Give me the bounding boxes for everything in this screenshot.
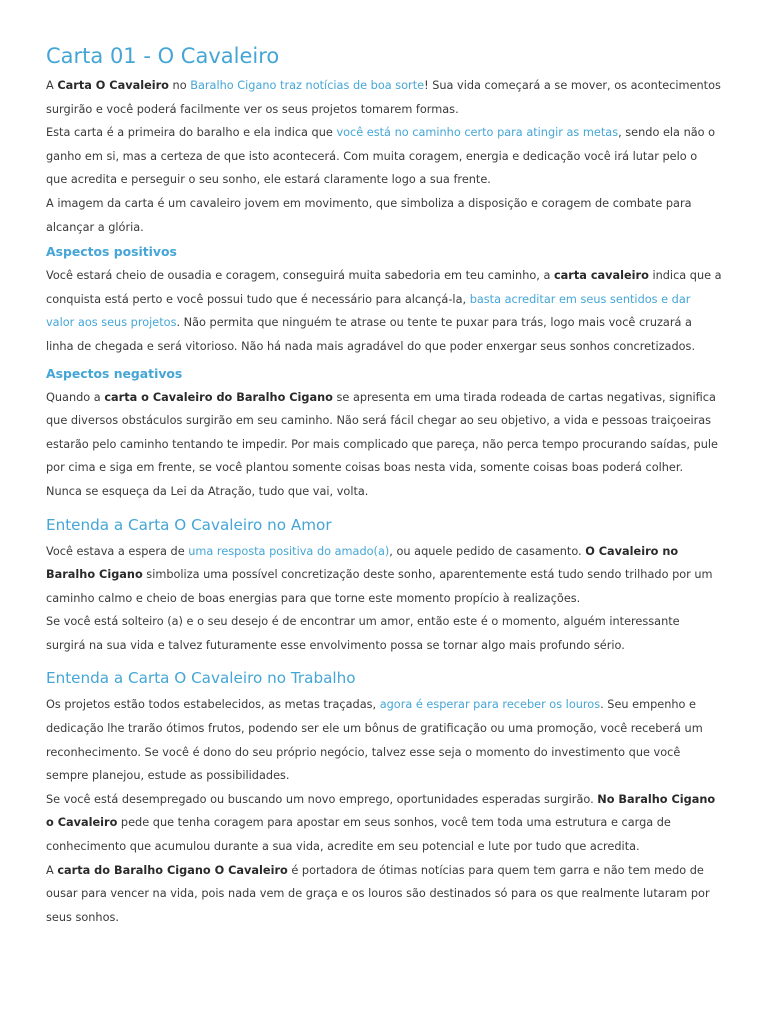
text: no bbox=[168, 79, 191, 92]
page-title: Carta 01 - O Cavaleiro bbox=[46, 44, 280, 68]
work-paragraph-1 bbox=[46, 693, 722, 787]
link-louros[interactable]: agora é esperar para receber os louros bbox=[379, 698, 601, 712]
work-paragraph-3 bbox=[46, 859, 722, 930]
text: Você estava a espera de bbox=[46, 544, 189, 558]
text: Quando a bbox=[46, 390, 105, 404]
negative-heading: Aspectos negativos bbox=[46, 365, 183, 381]
text: Os projetos estão todos estabelecidos, as metas traçadas, bbox=[46, 698, 380, 712]
intro-paragraph-3: A imagem da carta é um cavaleiro jovem em movimento, que simboliza a disposição e coragem de combate para alcançar a glória. bbox=[46, 196, 692, 234]
text: . Não permita que ninguém te atrase ou tente te puxar para trás, logo mais você cruzará a linha de chegada e será vitorioso. Não há nada mais agradável do que poder enxergar seus sonhos concretizados. bbox=[46, 316, 696, 353]
work-heading: Entenda a Carta O Cavaleiro no Trabalho bbox=[46, 669, 356, 688]
negative-paragraph bbox=[46, 386, 722, 504]
bold-text: carta o Cavaleiro do Baralho Cigano bbox=[104, 390, 333, 404]
bold-text: carta do Baralho Cigano O Cavaleiro bbox=[57, 863, 288, 877]
intro-paragraph-2 bbox=[46, 121, 722, 192]
love-paragraph-2: Se você está solteiro (a) e o seu desejo é de encontrar um amor, então este é o momento, alguém interessante surgirá na sua vida e talvez futuramente esse envolvimento possa se tornar algo mais profundo sério. bbox=[46, 615, 680, 652]
text: indica que a conquista está perto e você possui tudo que é necessário para alcançá-la, bbox=[46, 269, 722, 306]
bold-text: No Baralho Cigano o Cavaleiro bbox=[46, 792, 716, 830]
love-paragraph-1 bbox=[46, 540, 722, 611]
text: Se você está desempregado ou buscando um novo emprego, oportunidades esperadas surgirão. bbox=[46, 792, 598, 806]
link-acreditar[interactable]: basta acreditar em seus sentidos e dar valor aos seus projetos bbox=[46, 292, 691, 330]
bold-text: carta cavaleiro bbox=[553, 269, 649, 283]
work-paragraph-2 bbox=[46, 788, 722, 859]
bold-text: O Cavaleiro no Baralho Cigano bbox=[46, 544, 679, 582]
link-caminho-certo[interactable]: você está no caminho certo para atingir as metas bbox=[336, 126, 619, 140]
positive-heading: Aspectos positivos bbox=[46, 244, 177, 260]
love-heading: Entenda a Carta O Cavaleiro no Amor bbox=[46, 515, 332, 534]
positive-paragraph bbox=[46, 264, 722, 358]
text: A bbox=[46, 79, 58, 92]
text: simboliza uma possível concretização deste sonho, aparentemente está tudo sendo trilhado por um caminho calmo e cheio de boas energias para que torne este momento propício à realizações. bbox=[46, 568, 713, 605]
text: . Seu empenho e dedicação lhe trarão ótimos frutos, podendo ser ele um bônus de gratificação ou uma promoção, você receberá um reconhecimento. Se você é dono do seu próprio negócio, talvez esse seja o momento do investimento que você sempre planejou, estude as possibilidades. bbox=[46, 698, 703, 783]
bold-text: Carta O Cavaleiro bbox=[57, 79, 169, 92]
link-resposta-positiva[interactable]: uma resposta positiva do amado(a) bbox=[188, 544, 390, 558]
text: se apresenta em uma tirada rodeada de cartas negativas, significa que diversos obstáculos surgirão em seu caminho. Não será fácil chegar ao seu objetivo, a vida e pessoas traiçoeiras estarão pelo caminho tentando te impedir. Por mais complicado que pareça, não perca tempo procurando saídas, pule por cima e siga em frente, se você plantou somente coisas boas nesta vida, somente coisas boas poderá colher. Nunca se esqueça da Lei da Atração, tudo que vai, volta. bbox=[46, 390, 718, 498]
text: , sendo ela não o ganho em si, mas a certeza de que isto acontecerá. Com muita coragem, energia e dedicação você irá lutar pelo o que acredita e perseguir o seu sonho, ele estará claramente logo a sua frente. bbox=[46, 126, 716, 187]
text: , ou aquele pedido de casamento. bbox=[389, 544, 586, 558]
intro-paragraph-1 bbox=[46, 74, 722, 121]
text: A bbox=[46, 863, 58, 877]
text: ! Sua vida começará a se mover, os acontecimentos surgirão e você poderá facilmente ver os seus projetos tomarem formas. bbox=[46, 79, 721, 116]
text: pede que tenha coragem para apostar em seus sonhos, você tem toda uma estrutura e carga de conhecimento que acumulou durante a sua vida, acredite em seu potencial e lute por tudo que acredita. bbox=[46, 816, 671, 854]
text: Esta carta é a primeira do baralho e ela indica que bbox=[46, 126, 337, 140]
text: Você estará cheio de ousadia e coragem, conseguirá muita sabedoria em teu caminho, a bbox=[46, 269, 554, 283]
text: é portadora de ótimas notícias para quem tem garra e não tem medo de ousar para vencer na vida, pois nada vem de graça e os louros são destinados só para os que realmente lutaram por seus sonhos. bbox=[46, 863, 710, 924]
link-boa-sorte[interactable]: Baralho Cigano traz notícias de boa sorte bbox=[190, 79, 425, 92]
